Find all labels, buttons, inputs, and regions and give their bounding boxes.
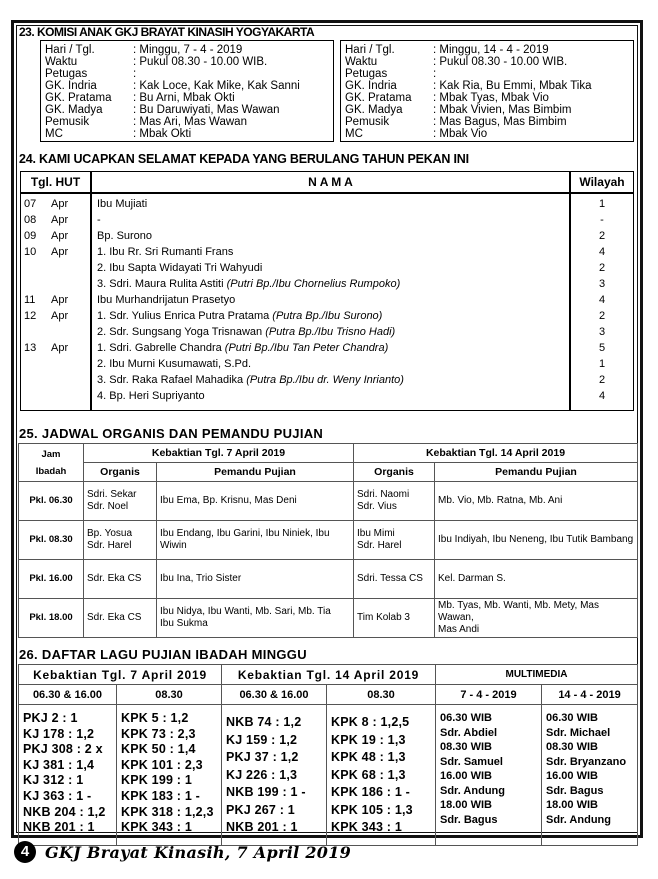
schedule-row [45,56,333,68]
organist-name: Sdr. Harel [357,540,402,551]
birthday-table [20,171,634,411]
parent-note: (Putra Bp./Ibu dr. Weny Inrianto) [246,374,404,386]
organist-cell [84,521,157,560]
schedule-value: : Bu Arni, Mbak Okti [133,92,235,104]
multimedia-entry: 06.30 WIB [440,712,492,724]
multimedia-entry: 16.00 WIB [546,770,598,782]
schedule-row [345,44,633,56]
schedule-value: : Pukul 08.30 - 10.00 WIB. [433,56,568,68]
header-region: Wilayah [579,175,625,189]
birthday-month: Apr [51,198,69,210]
organist-cell [354,482,435,521]
section-25-title: 25. JADWAL ORGANIS DAN PEMANDU PUJIAN [19,426,324,441]
birthday-day: 09 [24,230,37,242]
birthday-name [92,324,569,340]
song-entry: KPK 105 : 1,3 [331,802,413,817]
birthday-name [92,244,569,260]
song-entry: KPK 101 : 2,3 [121,757,203,772]
organist-row [19,599,638,638]
service-time: Pkl. 16.00 [19,560,84,599]
person-name: Ibu Murhandrijatun Prasetyo [97,294,236,306]
schedule-label: GK. Pratama [345,92,412,104]
birthday-day: 13 [24,342,37,354]
song-entry: KJ 178 : 1,2 [23,726,95,741]
birthday-region: 1 [598,358,606,370]
organist-name: Sdri. Naomi [357,489,410,500]
person-name: 4. Bp. Heri Supriyanto [97,390,205,402]
worship-leader-cell [157,599,354,638]
song-entry: KJ 226 : 1,3 [226,767,298,782]
birthday-table-header [21,172,633,194]
person-name: 1. Ibu Rr. Sri Rumanti Frans [97,246,234,258]
multimedia-entry: 18.00 WIB [440,799,492,811]
schedule-value: : Mbak Okti [133,128,192,140]
birthday-day: 10 [24,246,37,258]
song-entry: KPK 183 : 1 - [121,788,201,803]
schedule-row [45,68,333,80]
birthday-month: Apr [51,294,69,306]
organist-name: Sdr. Harel [87,540,132,551]
section-26-title: 26. DAFTAR LAGU PUJIAN IBADAH MINGGU [19,647,307,662]
schedule-value: : Mas Bagus, Mas Bimbim [433,116,567,128]
birthday-date [21,308,90,324]
header-date: Tgl. HUT [21,172,92,192]
worship-leader-cell [435,560,638,599]
organist-name: Tim Kolab 3 [357,612,410,623]
song-entry: KJ 381 : 1,4 [23,757,95,772]
song-entry: KPK 48 : 1,3 [331,750,406,764]
schedule-value: : Mbak Vivien, Mas Bimbim [433,104,572,116]
birthday-date [21,276,90,292]
song-column-header: 06.30 & 16.00 [222,685,327,705]
header-multimedia: MULTIMEDIA [436,665,638,685]
schedule-label: Waktu [345,56,378,68]
schedule-box-7-april [40,40,334,142]
schedule-value: : [433,68,437,80]
header-songs-14-april: Kebaktian Tgl. 14 April 2019 [222,665,436,685]
song-entry: PKJ 267 : 1 [226,802,295,817]
song-entry: PKJ 308 : 2 x [23,742,103,757]
birthday-region: 5 [598,342,606,354]
birthday-date [21,212,90,228]
organist-cell [84,560,157,599]
schedule-value: : Bu Daruwiyati, Mas Wawan [133,104,280,116]
schedule-label: GK. Indria [45,80,97,92]
parent-note: (Putri Bp./Ibu Chornelius Rumpoko) [226,278,401,290]
person-name: Bp. Surono [97,230,153,242]
organist-row [19,521,638,560]
song-entry: NKB 199 : 1 - [226,785,306,799]
person-name: 1. Sdri. Gabrelle Chandra [97,342,225,354]
birthday-date [21,196,90,212]
song-entry: KPK 343 : 1 [331,820,402,834]
person-name: - [97,214,101,226]
schedule-row [45,80,333,92]
schedule-box-14-april [340,40,634,142]
song-entry: KPK 318 : 1,2,3 [121,804,214,819]
person-name: Ibu Mujiati [97,198,148,210]
birthday-name [92,276,569,292]
worship-leader-cell [157,521,354,560]
worship-leader-names: Ibu Sukma [160,618,208,629]
organist-name: Sdri. Sekar [87,489,137,500]
birthday-date [21,228,90,244]
person-name: 3. Sdr. Raka Rafael Mahadika [97,374,247,386]
worship-leader-cell [157,482,354,521]
organist-cell [84,482,157,521]
birthday-month: Apr [51,310,69,322]
worship-leader-names: Mb. Tyas, Mb. Wanti, Mb. Mety, Mas Wawan, [438,600,599,623]
multimedia-entry: 08.30 WIB [440,741,492,753]
schedule-row [45,92,333,104]
header-pemandu: Pemandu Pujian [157,463,354,482]
multimedia-entry: Sdr. Bagus [440,813,498,826]
birthday-date [21,356,90,372]
schedule-row [345,92,633,104]
birthday-name [92,196,569,212]
multimedia-entry: 06.30 WIB [546,712,598,724]
multimedia-entry: Sdr. Andung [546,813,611,826]
schedule-row [345,56,633,68]
worship-leader-names: Mb. Vio, Mb. Ratna, Mb. Ani [438,495,563,506]
song-list-cell [222,705,327,846]
song-column-header: 7 - 4 - 2019 [436,685,542,705]
birthday-month: Apr [51,246,69,258]
birthday-day: 07 [24,198,37,210]
worship-leader-cell [435,482,638,521]
birthday-region: 4 [598,294,606,306]
song-entry: KPK 343 : 1 [121,820,192,835]
multimedia-entry: Sdr. Bryanzano [546,755,627,768]
song-entry: NKB 201 : 1 [226,820,298,834]
birthday-day: 08 [24,214,37,226]
multimedia-entry: 16.00 WIB [440,770,492,782]
song-entry: PKJ 2 : 1 [23,711,78,725]
schedule-label: Waktu [45,56,78,68]
schedule-label: GK. Indria [345,80,397,92]
song-entry: PKJ 37 : 1,2 [226,750,299,764]
schedule-value: : [133,68,137,80]
schedule-label: Pemusik [345,116,390,128]
schedule-label: Petugas [345,68,388,80]
song-column-header: 08.30 [117,685,222,705]
worship-leader-names: Mas Andi [438,624,480,635]
header-organis: Organis [84,463,157,482]
organist-row [19,560,638,599]
birthday-name [92,292,569,308]
schedule-value: : Mas Ari, Mas Wawan [133,116,247,128]
organist-name: Sdr. Eka CS [87,573,142,584]
birthday-name [92,308,569,324]
birthday-name [92,372,569,388]
organist-cell [84,599,157,638]
song-entry: KJ 159 : 1,2 [226,732,298,747]
multimedia-cell [436,705,542,846]
person-name: 3. Sdri. Maura Rulita Astiti [97,278,227,290]
schedule-value: : Mbak Vio [433,128,488,140]
page-footer [14,841,351,863]
song-entry: NKB 204 : 1,2 [23,804,106,819]
schedule-value: : Pukul 08.30 - 10.00 WIB. [133,56,268,68]
organist-name: Bp. Yosua [87,528,133,539]
song-column-header: 14 - 4 - 2019 [542,685,638,705]
song-entry: KPK 186 : 1 - [331,785,411,799]
schedule-row [345,68,633,80]
parent-note: (Putra Bp./Ibu Trisno Hadi) [265,326,396,338]
birthday-date [21,260,90,276]
worship-leader-names: Kel. Darman S. [438,573,506,584]
schedule-label: MC [345,128,363,140]
multimedia-entry: Sdr. Michael [546,726,611,739]
birthday-day: 12 [24,310,37,322]
birthday-name [92,388,569,404]
person-name: 2. Ibu Sapta Widayati Tri Wahyudi [97,262,263,274]
birthday-month: Apr [51,342,69,354]
schedule-value: : Kak Loce, Kak Mike, Kak Sanni [133,80,300,92]
song-entry: KPK 5 : 1,2 [121,711,189,725]
worship-leader-names: Ibu Endang, Ibu Garini, Ibu Niniek, Ibu Wiwin [160,528,330,551]
footer-text: GKJ Brayat Kinasih, 7 April 2019 [45,842,352,862]
section-24-title: 24. KAMI UCAPKAN SELAMAT KEPADA YANG BERULANG TAHUN PEKAN INI [19,152,469,166]
multimedia-entry: Sdr. Abdiel [440,726,498,739]
organist-name: Sdri. Tessa CS [357,573,423,584]
schedule-value: : Minggu, 14 - 4 - 2019 [433,44,549,56]
schedule-label: Petugas [45,68,88,80]
worship-leader-names: Ibu Ema, Bp. Krisnu, Mas Deni [160,495,297,506]
song-list-cell [327,705,436,846]
birthday-name [92,260,569,276]
schedule-label: MC [45,128,63,140]
birthday-region: 2 [598,374,606,386]
schedule-label: Pemusik [45,116,90,128]
song-list-cell [19,705,117,846]
schedule-row [345,116,633,128]
service-time: Pkl. 06.30 [19,482,84,521]
worship-leader-names: Ibu Indiyah, Ibu Neneng, Ibu Tutik Bambang [438,534,634,545]
song-entry: KPK 73 : 2,3 [121,726,196,741]
birthday-name [92,228,569,244]
birthday-month: Apr [51,214,69,226]
organist-name: Sdr. Eka CS [87,612,142,623]
worship-leader-names: Ibu Nidya, Ibu Wanti, Mb. Sari, Mb. Tia [160,606,331,617]
service-time: Pkl. 18.00 [19,599,84,638]
multimedia-entry: 08.30 WIB [546,741,598,753]
birthday-day: 11 [24,294,36,306]
multimedia-entry: Sdr. Bagus [546,784,604,797]
birthday-date [21,244,90,260]
song-entry: KPK 8 : 1,2,5 [331,715,410,729]
header-songs-7-april: Kebaktian Tgl. 7 April 2019 [19,665,222,685]
birthday-date [21,292,90,308]
organist-name: Sdr. Vius [357,501,397,512]
organist-cell [354,599,435,638]
schedule-row [45,128,333,140]
person-name: 2. Sdr. Sungsang Yoga Trisnawan [97,326,266,338]
multimedia-entry: Sdr. Samuel [440,755,503,768]
section-23-title: 23. KOMISI ANAK GKJ BRAYAT KINASIH YOGYAKARTA [19,25,315,39]
header-service-7-april: Kebaktian Tgl. 7 April 2019 [84,444,354,463]
schedule-row [345,128,633,140]
birthday-names-column [92,194,571,410]
schedule-value: : Mbak Tyas, Mbak Vio [433,92,549,104]
schedule-label: GK. Madya [45,104,103,116]
schedule-label: Hari / Tgl. [345,44,395,56]
birthday-name [92,212,569,228]
schedule-row [45,44,333,56]
schedule-value: : Kak Ria, Bu Emmi, Mbak Tika [433,80,592,92]
birthday-month: Apr [51,230,69,242]
page-number-badge: 4 [14,841,36,863]
worship-leader-cell [435,599,638,638]
song-entry: KJ 312 : 1 [23,773,84,788]
birthday-region: - [600,214,604,226]
birthday-date [21,372,90,388]
birthday-region: 2 [598,230,606,242]
birthday-dates-column [21,194,92,410]
multimedia-cell [542,705,638,846]
birthday-name [92,356,569,372]
birthday-region: 1 [598,198,606,210]
schedule-label: Hari / Tgl. [45,44,95,56]
song-entry: NKB 201 : 1 [23,820,95,835]
birthday-region: 2 [598,310,606,322]
schedule-value: : Minggu, 7 - 4 - 2019 [133,44,243,56]
schedule-label: GK. Madya [345,104,403,116]
person-name: 2. Ibu Murni Kusumawati, S.Pd. [97,358,252,370]
birthday-regions-column [571,194,633,410]
song-list-cell [117,705,222,846]
header-name: N A M A [92,172,571,192]
schedule-row [345,104,633,116]
birthday-name [92,340,569,356]
header-pemandu: Pemandu Pujian [435,463,638,482]
song-entry: NKB 74 : 1,2 [226,715,302,729]
song-entry: KPK 199 : 1 [121,773,192,788]
parent-note: (Putri Bp./Ibu Tan Peter Chandra) [224,342,389,354]
birthday-date [21,324,90,340]
worship-leader-cell [435,521,638,560]
song-entry: KPK 68 : 1,3 [331,767,406,782]
birthday-region: 3 [598,278,606,290]
worship-leader-names: Ibu Ina, Trio Sister [160,573,242,584]
song-column-header: 08.30 [327,685,436,705]
schedule-row [45,104,333,116]
multimedia-entry: 18.00 WIB [546,799,598,811]
header-jam-ibadah: Jam Ibadah [19,444,84,482]
organist-row [19,482,638,521]
organist-cell [354,521,435,560]
organist-name: Sdr. Noel [87,501,129,512]
song-entry: KJ 363 : 1 - [23,788,92,803]
service-time: Pkl. 08.30 [19,521,84,560]
multimedia-entry: Sdr. Andung [440,784,505,797]
birthday-date [21,388,90,404]
header-service-14-april: Kebaktian Tgl. 14 April 2019 [354,444,638,463]
schedule-row [45,116,333,128]
schedule-row [345,80,633,92]
birthday-region: 4 [598,390,606,402]
schedule-label: GK. Pratama [45,92,112,104]
song-column-header: 06.30 & 16.00 [19,685,117,705]
song-entry: KPK 50 : 1,4 [121,742,196,757]
birthday-region: 3 [598,326,606,338]
organist-schedule-table [18,443,638,638]
birthday-region: 4 [598,246,606,258]
birthday-date [21,340,90,356]
song-list-table [18,664,638,846]
parent-note: (Putra Bp./Ibu Surono) [272,310,383,322]
header-organis: Organis [354,463,435,482]
organist-cell [354,560,435,599]
birthday-region: 2 [598,262,606,274]
person-name: 1. Sdr. Yulius Enrica Putra Pratama [97,310,273,322]
organist-name: Ibu Mimi [357,528,395,539]
worship-leader-cell [157,560,354,599]
song-entry: KPK 19 : 1,3 [331,732,406,747]
